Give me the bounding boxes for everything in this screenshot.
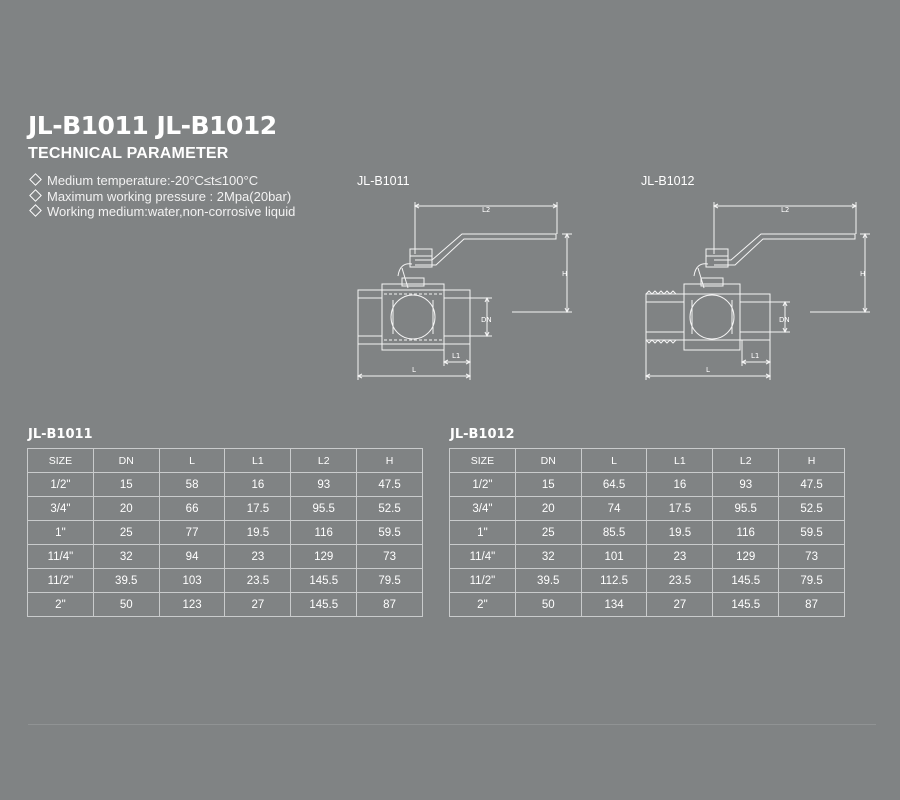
dim-l: L	[412, 366, 416, 374]
header-cell: SIZE	[28, 449, 94, 473]
table-cell: 52.5	[779, 497, 845, 521]
table-cell: 19.5	[225, 521, 291, 545]
table-cell: 95.5	[713, 497, 779, 521]
dim-l2: L2	[781, 206, 790, 214]
table-row	[450, 473, 845, 497]
diagram-label-b1012: JL-B1012	[641, 174, 695, 188]
header-cell: DN	[93, 449, 159, 473]
parameter-text: Maximum working pressure : 2Mpa(20bar)	[47, 188, 292, 204]
table-cell: 145.5	[713, 569, 779, 593]
header-cell: DN	[515, 449, 581, 473]
table-cell: 95.5	[291, 497, 357, 521]
valve-drawing-b1012	[634, 198, 874, 388]
table-row	[28, 593, 423, 617]
diagram-label-b1011: JL-B1011	[357, 174, 410, 188]
table-cell: 1"	[28, 521, 94, 545]
table-cell: 2"	[28, 593, 94, 617]
header-cell: SIZE	[450, 449, 516, 473]
header-cell: L1	[225, 449, 291, 473]
header-cell: H	[779, 449, 845, 473]
header-cell: L1	[647, 449, 713, 473]
header-cell: L	[581, 449, 647, 473]
table-cell: 17.5	[647, 497, 713, 521]
table-row	[28, 569, 423, 593]
table-row	[28, 497, 423, 521]
table-cell: 1"	[450, 521, 516, 545]
table-cell: 112.5	[581, 569, 647, 593]
diamond-bullet-icon	[29, 204, 42, 217]
table-cell: 145.5	[713, 593, 779, 617]
table-title-b1011: JL-B1011	[28, 427, 93, 442]
table-cell: 27	[225, 593, 291, 617]
table-cell: 73	[357, 545, 423, 569]
table-header-row	[450, 449, 845, 473]
parameter-item	[28, 204, 295, 220]
dim-l1: L1	[751, 352, 760, 360]
table-header-row	[28, 449, 423, 473]
table-cell: 25	[93, 521, 159, 545]
table-cell: 64.5	[581, 473, 647, 497]
parameter-item	[28, 189, 295, 205]
table-cell: 93	[713, 473, 779, 497]
table-cell: 50	[515, 593, 581, 617]
table-cell: 23.5	[647, 569, 713, 593]
table-row	[450, 497, 845, 521]
table-cell: 103	[159, 569, 225, 593]
table-cell: 25	[515, 521, 581, 545]
table-cell: 1/2"	[450, 473, 516, 497]
table-cell: 116	[291, 521, 357, 545]
table-cell: 39.5	[515, 569, 581, 593]
table-row	[450, 545, 845, 569]
table-cell: 2"	[450, 593, 516, 617]
parameter-text: Medium temperature:-20°C≤t≤100°C	[47, 173, 259, 188]
diamond-bullet-icon	[29, 189, 42, 202]
table-cell: 32	[93, 545, 159, 569]
header-cell: L2	[291, 449, 357, 473]
dim-dn: DN	[481, 316, 492, 324]
table-cell: 11/2"	[450, 569, 516, 593]
table-cell: 1/2"	[28, 473, 94, 497]
header-cell: L	[159, 449, 225, 473]
table-cell: 73	[779, 545, 845, 569]
dim-h: H	[562, 270, 568, 278]
table-cell: 50	[93, 593, 159, 617]
table-cell: 23	[647, 545, 713, 569]
page-subtitle: TECHNICAL PARAMETER	[28, 145, 229, 162]
table-row	[28, 545, 423, 569]
table-cell: 3/4"	[28, 497, 94, 521]
dim-l2: L2	[482, 206, 491, 214]
table-cell: 23.5	[225, 569, 291, 593]
table-cell: 11/4"	[450, 545, 516, 569]
header-cell: L2	[713, 449, 779, 473]
table-cell: 19.5	[647, 521, 713, 545]
table-cell: 129	[713, 545, 779, 569]
diamond-bullet-icon	[29, 173, 42, 186]
table-cell: 87	[779, 593, 845, 617]
table-cell: 123	[159, 593, 225, 617]
table-cell: 20	[93, 497, 159, 521]
table-cell: 145.5	[291, 569, 357, 593]
table-title-b1012: JL-B1012	[450, 427, 515, 442]
table-cell: 134	[581, 593, 647, 617]
table-row	[450, 569, 845, 593]
parameter-text: Working medium:water,non-corrosive liquid	[47, 204, 296, 219]
table-cell: 79.5	[357, 569, 423, 593]
table-cell: 94	[159, 545, 225, 569]
table-row	[450, 593, 845, 617]
header-cell: H	[357, 449, 423, 473]
spec-table-b1011	[27, 448, 423, 617]
table-cell: 47.5	[779, 473, 845, 497]
table-cell: 85.5	[581, 521, 647, 545]
dim-l1: L1	[452, 352, 461, 360]
table-cell: 87	[357, 593, 423, 617]
table-cell: 15	[93, 473, 159, 497]
dim-h: H	[860, 270, 866, 278]
table-cell: 79.5	[779, 569, 845, 593]
table-row	[450, 521, 845, 545]
table-cell: 17.5	[225, 497, 291, 521]
table-cell: 145.5	[291, 593, 357, 617]
table-cell: 11/4"	[28, 545, 94, 569]
table-cell: 66	[159, 497, 225, 521]
table-cell: 129	[291, 545, 357, 569]
table-cell: 16	[647, 473, 713, 497]
parameter-item	[28, 173, 295, 189]
page-title: JL-B1011 JL-B1012	[28, 111, 277, 140]
table-cell: 16	[225, 473, 291, 497]
table-row	[28, 521, 423, 545]
table-cell: 32	[515, 545, 581, 569]
table-cell: 15	[515, 473, 581, 497]
table-cell: 58	[159, 473, 225, 497]
table-cell: 77	[159, 521, 225, 545]
table-cell: 47.5	[357, 473, 423, 497]
table-cell: 52.5	[357, 497, 423, 521]
table-cell: 3/4"	[450, 497, 516, 521]
parameter-list	[28, 173, 295, 220]
table-cell: 20	[515, 497, 581, 521]
table-cell: 93	[291, 473, 357, 497]
table-cell: 101	[581, 545, 647, 569]
valve-drawing-b1011	[350, 198, 590, 388]
table-cell: 23	[225, 545, 291, 569]
table-cell: 59.5	[357, 521, 423, 545]
spec-table-b1012	[449, 448, 845, 617]
table-cell: 59.5	[779, 521, 845, 545]
table-cell: 11/2"	[28, 569, 94, 593]
dim-dn: DN	[779, 316, 790, 324]
table-row	[28, 473, 423, 497]
table-cell: 74	[581, 497, 647, 521]
dim-l: L	[706, 366, 710, 374]
table-cell: 39.5	[93, 569, 159, 593]
table-cell: 116	[713, 521, 779, 545]
table-cell: 27	[647, 593, 713, 617]
footer-divider	[28, 724, 876, 725]
